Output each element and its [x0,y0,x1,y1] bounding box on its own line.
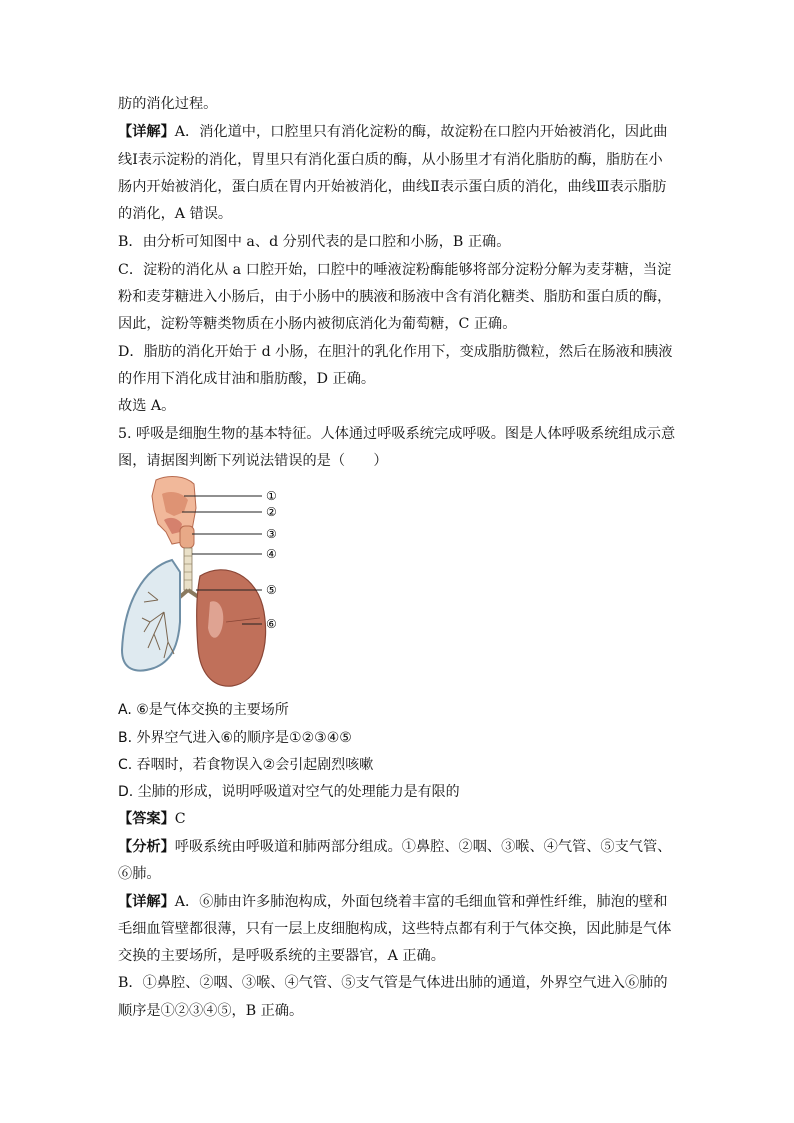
answer-tag: 【答案】 [118,811,175,827]
analysis-line [118,837,671,857]
text-line: 的消化，A 错误。 [118,206,233,222]
text-line: B．由分析可知图中 a、d 分别代表的是口腔和小肠，B 正确。 [118,234,511,250]
text-line: 粉和麦芽糖进入小肠后，由于小肠中的胰液和肠液中含有消化糖类、脂肪和蛋白质的酶， [118,289,672,305]
text-line: 因此，淀粉等糖类物质在小肠内被彻底消化为葡萄糖，C 正确。 [118,316,517,332]
text-line [118,122,667,142]
figure-label-5: ⑤ [266,583,277,597]
detail-tag: 【详解】 [118,894,175,910]
question-stem-line: 图，请据图判断下列说法错误的是（ ） [118,453,388,469]
text-line: 肠内开始被消化，蛋白质在胃内开始被消化，曲线Ⅱ表示蛋白质的消化，曲线Ⅲ表示脂肪 [118,179,667,195]
answer-value: C [174,811,186,827]
analysis-line: ⑥肺。 [118,866,161,882]
answer-line [118,809,186,829]
option-a: A. ⑥是气体交换的主要场所 [118,702,289,718]
text-line: D．脂肪的消化开始于 d 小肠，在胆汁的乳化作用下，变成脂肪微粒，然后在肠液和胰液 [118,344,673,360]
figure-label-4: ④ [266,547,277,561]
respiratory-diagram [114,472,294,690]
option-c: C. 吞咽时，若食物误入②会引起剧烈咳嗽 [118,757,374,773]
text-line: 的作用下消化成甘油和脂肪酸，D 正确。 [118,371,376,387]
figure-label-3: ③ [266,527,277,541]
analysis-tag: 【分析】 [118,839,175,855]
detail-line: B．①鼻腔、②咽、③喉、④气管、⑤支气管是气体进出肺的通道，外界空气进入⑥肺的 [118,975,668,991]
text-line: C．淀粉的消化从 a 口腔开始，口腔中的唾液淀粉酶能够将部分淀粉分解为麦芽糖，当淀 [118,262,672,278]
detail-tag: 【详解】 [118,124,175,140]
figure-label-2: ② [266,505,277,519]
text-line: 线Ⅰ表示淀粉的消化，胃里只有消化蛋白质的酶，从小肠里才有消化脂肪的酶，脂肪在小 [118,152,663,168]
text-line: 肪的消化过程。 [118,96,218,112]
option-d: D. 尘肺的形成，说明呼吸道对空气的处理能力是有限的 [118,784,460,800]
figure-label-1: ① [266,489,277,503]
question-stem-line: 5. 呼吸是细胞生物的基本特征。人体通过呼吸系统完成呼吸。图是人体呼吸系统组成示意 [118,426,676,442]
respiratory-system-figure [114,472,294,690]
text-line: 故选 A。 [118,398,176,414]
figure-label-6: ⑥ [266,617,277,631]
option-b: B. 外界空气进入⑥的顺序是①②③④⑤ [118,730,352,746]
text-span: A．消化道中，口腔里只有消化淀粉的酶，故淀粉在口腔内开始被消化，因此曲 [174,124,668,140]
detail-line: 毛细血管壁都很薄，只有一层上皮细胞构成，这些特点都有利于气体交换，因此肺是气体 [118,921,672,937]
detail-line: 顺序是①②③④⑤，B 正确。 [118,1003,304,1019]
text-span: 呼吸系统由呼吸道和肺两部分组成。①鼻腔、②咽、③喉、④气管、⑤支气管、 [174,839,672,855]
text-span: A．⑥肺由许多肺泡构成，外面包绕着丰富的毛细血管和弹性纤维，肺泡的壁和 [174,894,668,910]
detail-line [118,892,667,912]
detail-line: 交换的主要场所，是呼吸系统的主要器官，A 正确。 [118,948,445,964]
